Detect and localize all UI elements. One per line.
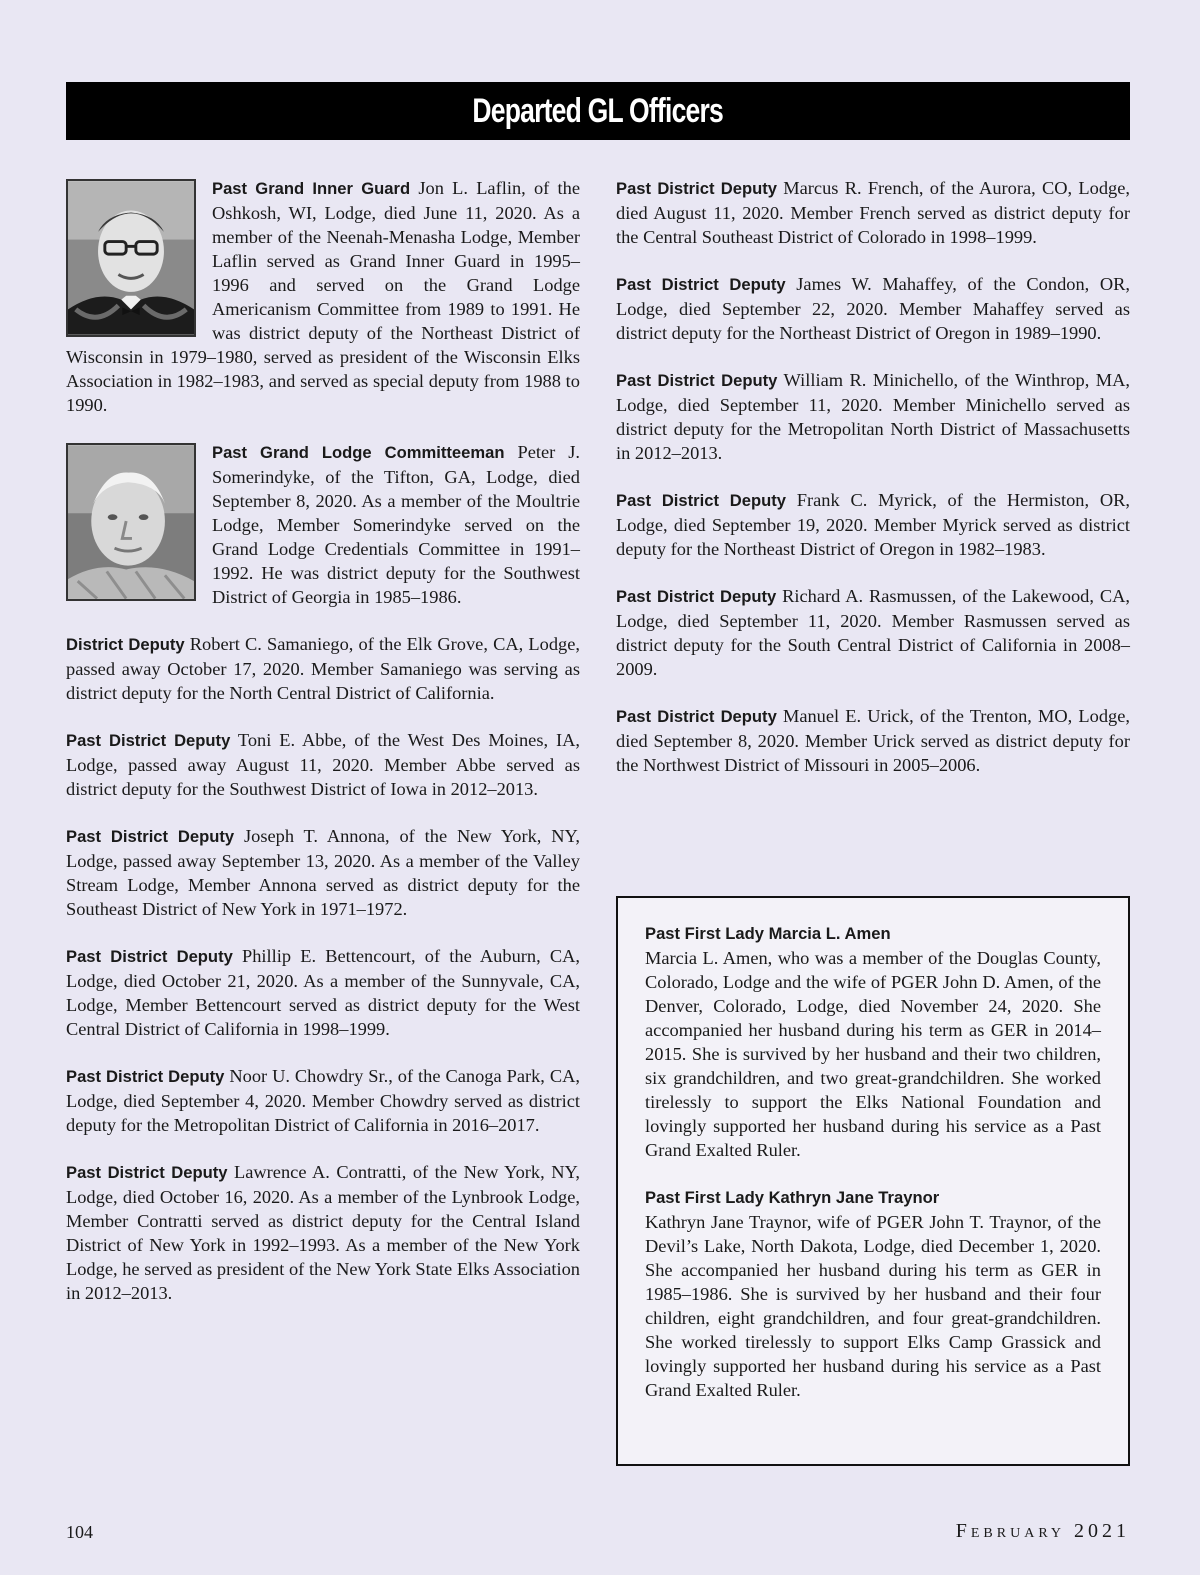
page-number: 104 [66,1522,93,1542]
entry-body: Robert C. Samaniego, of the Elk Grove, CA, Lodge, passed away October 17, 2020. Member Samaniego was serving as district deputy for the North Central District of California. [66,634,581,703]
entry-body: Joseph T. Annona, of the New York, NY, Lodge, passed away September 13, 2020. As a member of the Valley Stream Lodge, Member Annona served as district deputy for the Southeast District of New York in 1971–1972. [66,826,580,919]
obituary-entry [66,1160,580,1305]
entry-heading: Past Grand Lodge Committeeman [212,443,505,462]
entry-heading: District Deputy [66,635,185,654]
entry-body: Manuel E. Urick, of the Trenton, MO, Lodge, died September 8, 2020. Member Urick served as district deputy for the Northwest District of Missouri in 2005–2006. [616,706,1130,775]
page-title: Departed GL Officers [472,91,724,130]
entry-heading: Past District Deputy [66,827,235,846]
section-banner [66,82,1130,140]
portrait-man-glasses-icon [68,181,194,335]
obituary-entry [616,584,1130,681]
first-ladies-box [616,896,1130,1466]
entry-body: Phillip E. Bettencourt, of the Auburn, CA, Lodge, died October 21, 2020. As a member of the Sunnyvale, CA, Lodge, Member Bettencourt served as district deputy for the West Central District of California in 1998–1999. [66,946,580,1039]
entry-heading: Past District Deputy [616,587,777,606]
obituary-entry [616,488,1130,561]
entry-heading: Past District Deputy [66,947,233,966]
entry-heading: Past District Deputy [616,491,787,510]
entry-body: Noor U. Chowdry Sr., of the Canoga Park, CA, Lodge, died September 4, 2020. Member Chowdry served as district deputy for the Metropolitan District of California in 2016–2017. [66,1066,580,1135]
entry-body: Richard A. Rasmussen, of the Lakewood, CA, Lodge, died September 11, 2020. Member Rasmussen served as district deputy for the South Central District of California in 2008–2009. [616,586,1130,679]
obituary-entry [66,176,580,417]
portrait-elderly-man-icon [68,445,194,599]
entry-heading: Past District Deputy [616,707,777,726]
entry-body: Jon L. Laflin, of the Oshkosh, WI, Lodge, died June 11, 2020. As a member of the Neenah-Menasha Lodge, Member Laflin served as Grand Inner Guard in 1995–1996 and served on the Grand Lodge Americanism Committee from 1989 to 1991. He was district deputy of the Northeast District of Wisconsin in 1979–1980, served as president of the Wisconsin Elks Association in 1982–1983, and served as special deputy from 1988 to 1990. [66,178,580,415]
entry-heading: Past District Deputy [616,179,778,198]
obituary-entry [616,704,1130,777]
box-body: Marcia L. Amen, who was a member of the Douglas County, Colorado, Lodge and the wife of PGER John D. Amen, of the Denver, Colorado, Lodge, died November 24, 2020. She accompanied her husband during his term as GER in 2014–2015. She is survived by her husband and their two children, six grandchildren, and two great-grandchildren. She worked tirelessly to support the Elks National Foundation and lovingly supported her husband during his service as a Past Grand Exalted Ruler. [645,948,1101,1160]
entry-body: Toni E. Abbe, of the West Des Moines, IA, Lodge, passed away August 11, 2020. Member Abbe served as district deputy for the Southwest District of Iowa in 2012–2013. [66,730,580,799]
entry-heading: Past Grand Inner Guard [212,179,411,198]
entry-body: Frank C. Myrick, of the Hermiston, OR, Lodge, died September 19, 2020. Member Myrick served as district deputy for the Northeast District of Oregon in 1982–1983. [616,490,1131,559]
entry-heading: Past District Deputy [66,1067,225,1086]
obituary-entry [616,272,1130,345]
entry-body: James W. Mahaffey, of the Condon, OR, Lodge, died September 22, 2020. Member Mahaffey served as district deputy for the Northeast District of Oregon in 1989–1990. [616,274,1130,343]
obituary-entry [66,944,580,1041]
obituary-entry [616,368,1130,465]
obituary-entry [66,728,580,801]
obituary-entry [66,824,580,921]
entry-body: Marcus R. French, of the Aurora, CO, Lodge, died August 11, 2020. Member French served as district deputy for the Central Southeast District of Colorado in 1998–1999. [616,178,1130,247]
portrait-photo-somerindyke [66,443,196,601]
obituary-entry [66,632,580,705]
entry-body: Lawrence A. Contratti, of the New York, NY, Lodge, died October 16, 2020. As a member of the Lynbrook Lodge, Member Contratti served as district deputy for the Central Island District of New York in 1992–1993. As a member of the New York Lodge, he served as president of the New York State Elks Association in 2012–2013. [66,1162,581,1303]
portrait-photo-laflin [66,179,196,337]
obituary-entry [616,176,1130,249]
issue-date: February 2021 [955,1520,1130,1542]
entry-body: Peter J. Somerindyke, of the Tifton, GA, Lodge, died September 8, 2020. As a member of the Moultrie Lodge, Member Somerindyke served on the Grand Lodge Credentials Committee in 1991–1992. He was district deputy for the Southwest District of Georgia in 1985–1986. [212,442,580,607]
box-body: Kathryn Jane Traynor, wife of PGER John T. Traynor, of the Devil’s Lake, North Dakota, Lodge, died December 1, 2020. She accompanied her husband during his term as GER in 1985–1986. She is survived by her husband and their four children, eight grandchildren, and four great-grandchildren. She worked tirelessly to support Elks Camp Grassick and lovingly supported her husband during his service as a Past Grand Exalted Ruler. [645,1212,1101,1400]
entry-heading: Past District Deputy [616,371,778,390]
obituary-entry [66,1064,580,1137]
box-entry [645,922,1101,1162]
left-column [66,176,580,1328]
right-column [616,176,1130,800]
obituary-entry [66,440,580,609]
box-entry [645,1186,1101,1402]
entry-heading: Past District Deputy [616,275,786,294]
box-heading: Past First Lady Kathryn Jane Traynor [645,1188,940,1207]
entry-heading: Past District Deputy [66,1163,228,1182]
box-heading: Past First Lady Marcia L. Amen [645,924,891,943]
entry-body: William R. Minichello, of the Winthrop, MA, Lodge, died September 11, 2020. Member Minichello served as district deputy for the Metropolitan North District of Massachusetts in 2012–2013. [616,370,1130,463]
entry-heading: Past District Deputy [66,731,231,750]
